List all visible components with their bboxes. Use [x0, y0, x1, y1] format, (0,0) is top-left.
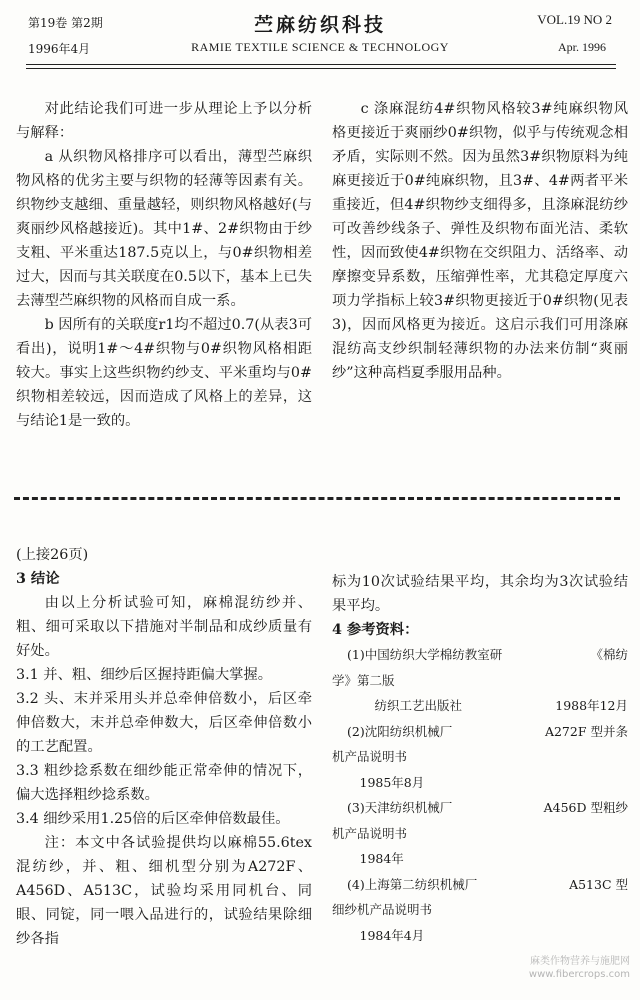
paragraph: b 因所有的关联度r1均不超过0.7(从表3可看出)，说明1#～4#织物与0#织物风格相距较大。事实上这些织物约纱支、平米重均与0#织物相差较远，因而造成了风格上的差异，这与结论1是一致的。 — [16, 317, 312, 429]
reference-item: (4)上海第二纺织机械厂 A513C 型 — [347, 876, 628, 892]
continued-from: (上接26页) — [16, 547, 89, 563]
watermark-line: 麻类作物营养与施肥网 — [530, 956, 630, 967]
watermark-url: www.fibercrops.com — [528, 969, 630, 980]
reference-publisher: 纺织工艺出版社 1988年12月 — [374, 698, 628, 713]
reference-item-cont: 机产品说明书 — [332, 825, 408, 841]
watermark — [529, 955, 630, 981]
bottom-left-column — [16, 543, 312, 951]
paragraph: a 从织物风格排序可以看出，薄型苎麻织物风格的优劣主要与织物的轻薄等因素有关。织物纱支越细、重量越轻，则织物风格越好(与爽丽纱风格越接近)。其中1#、2#织物由于纱支粗、平米重达187.5克以上，与0#织物相差过大，因而与其关联度在0.5以下，基本上已失去薄型苎麻织物的风格而自成一系。 — [16, 149, 312, 309]
reference-item-cont: 学》第二版 — [332, 672, 395, 688]
paragraph: c 涤麻混纺4#织物风格较3#纯麻织物风格更接近于爽丽纱0#织物，似乎与传统观念相矛盾，实际则不然。因为虽然3#织物原料为纯麻更接近于0#纯麻织物，且3#、4#两者平米重接近，但4#织物纱支细得多，且涤麻混纺纱可改善纱线条子、弹性及织物布面光洁、柔软性，因而致使4#织物在交织阻力、活络率、动摩擦变异系数，压缩弹性率，尤其稳定厚度六项力学指标上较3#织物更接近于0#织物(见表3)，因而风格更为接近。这启示我们可用涤麻混纺高支纱织制轻薄织物的办法来仿制“爽丽纱”这种高档夏季服用品种。 — [332, 101, 628, 381]
list-item: 3.1 并、粗、细纱后区握持距偏大掌握。 — [16, 667, 273, 683]
note: 注：本文中各试验提供均以麻棉55.6tex混纺纱，并、粗、细机型分别为A272F、A456D、A513C，试验均采用同机台、同眼、同锭，同一喂入品进行的，试验结果除细纱各指 — [16, 835, 312, 947]
volume-issue-en: VOL.19 NO 2 — [537, 12, 612, 27]
reference-item: (2)沈阳纺织机械厂 A272F 型并条 — [347, 723, 628, 739]
bottom-right-column — [332, 570, 628, 948]
list-item: 3.3 粗纱捻系数在细纱能正常牵伸的情况下，偏大选择粗纱捻系数。 — [16, 763, 312, 803]
reference-date: 1984年 — [359, 851, 404, 866]
header-rule-thick — [26, 64, 616, 65]
date-cn: 1996年4月 — [28, 42, 91, 56]
reference-date: 1985年8月 — [359, 774, 425, 790]
list-item: 3.2 头、末并采用头并总牵伸倍数小，后区牵伸倍数大，末并总牵伸数大，后区牵伸倍数小的工艺配置。 — [16, 691, 312, 755]
header-rule-thin — [26, 68, 616, 69]
reference-item: (1)中国纺织大学棉纺教室研 《棉纺 — [347, 647, 628, 662]
paragraph: 标为10次试验结果平均，其余均为3次试验结果平均。 — [332, 574, 628, 614]
paragraph: 对此结论我们可进一步从理论上予以分析与解释： — [16, 101, 312, 141]
volume-issue-cn: 第19卷 第2期 — [28, 16, 103, 30]
reference-item-cont: 细纱机产品说明书 — [332, 902, 433, 917]
top-left-column — [16, 97, 312, 433]
reference-item: (3)天津纺织机械厂 A456D 型粗纱 — [347, 800, 628, 815]
journal-title-en: RAMIE TEXTILE SCIENCE & TECHNOLOGY — [191, 40, 449, 54]
references-heading: 4 参考资料： — [332, 622, 419, 638]
journal-title-cn: 苎麻纺织科技 — [253, 14, 386, 36]
reference-item-cont: 机产品说明书 — [332, 749, 408, 764]
reference-list — [332, 642, 628, 948]
section-heading: 3 结论 — [16, 571, 60, 587]
section-divider — [14, 497, 620, 500]
top-right-column — [332, 97, 628, 385]
reference-date: 1984年4月 — [359, 927, 425, 943]
list-item: 3.4 细纱采用1.25倍的后区牵伸倍数最佳。 — [16, 811, 290, 827]
paragraph: 由以上分析试验可知，麻棉混纺纱并、粗、细可采取以下措施对半制品和成纱质量有好处。 — [16, 595, 312, 659]
page-header — [0, 0, 640, 70]
date-en: Apr. 1996 — [558, 40, 606, 54]
